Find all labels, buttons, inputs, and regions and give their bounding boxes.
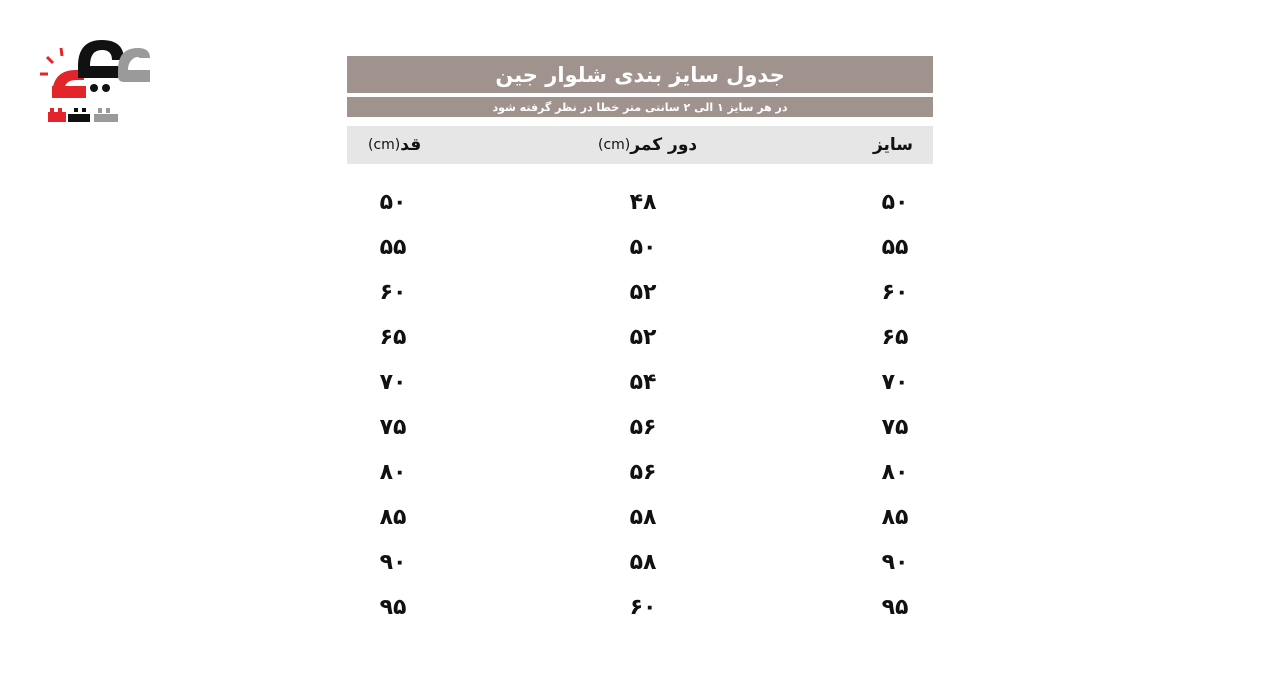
cell-height: ۷۵	[379, 415, 407, 440]
cell-size: ۶۰	[881, 280, 909, 305]
cell-size: ۵۵	[881, 235, 909, 260]
table-row	[347, 450, 933, 495]
cell-height: ۹۵	[379, 595, 407, 620]
cell-size: ۶۵	[881, 325, 909, 350]
header-waist	[598, 126, 697, 164]
cell-size: ۵۰	[881, 190, 909, 215]
cell-height: ۵۵	[379, 235, 407, 260]
cell-size: ۷۵	[881, 415, 909, 440]
cell-size: ۸۵	[881, 505, 909, 530]
cell-size: ۹۰	[881, 550, 909, 575]
header-height	[368, 126, 421, 164]
cell-height: ۵۰	[379, 190, 407, 215]
table-row	[347, 405, 933, 450]
cell-height: ۹۰	[379, 550, 407, 575]
cell-height: ۷۰	[379, 370, 407, 395]
header-size: سایز	[872, 135, 913, 155]
table-header	[347, 126, 933, 164]
cell-waist: ۵۸	[629, 550, 657, 575]
size-chart-note: در هر سایز ۱ الی ۲ سانتی متر خطا در نظر گرفته شود	[347, 97, 933, 117]
table-row	[347, 315, 933, 360]
cell-waist: ۵۲	[629, 280, 657, 305]
cell-waist: ۵۰	[629, 235, 657, 260]
header-height-label: قد	[400, 135, 422, 155]
size-chart	[347, 56, 933, 630]
table-row	[347, 495, 933, 540]
cell-size: ۹۵	[881, 595, 909, 620]
cell-height: ۶۵	[379, 325, 407, 350]
cell-waist: ۴۸	[629, 190, 657, 215]
cell-waist: ۵۶	[629, 460, 657, 485]
header-height-unit: (cm)	[368, 137, 401, 153]
brand-logo	[34, 36, 156, 132]
table-row	[347, 180, 933, 225]
table-row	[347, 585, 933, 630]
cell-waist: ۵۲	[629, 325, 657, 350]
size-chart-title: جدول سایز بندی شلوار جین	[347, 56, 933, 93]
header-waist-label: دور کمر	[630, 135, 698, 155]
cell-height: ۸۰	[379, 460, 407, 485]
table-row	[347, 360, 933, 405]
cell-height: ۸۵	[379, 505, 407, 530]
table-row	[347, 225, 933, 270]
cell-size: ۷۰	[881, 370, 909, 395]
cell-waist: ۵۶	[629, 415, 657, 440]
cell-waist: ۵۸	[629, 505, 657, 530]
cell-height: ۶۰	[379, 280, 407, 305]
header-waist-unit: (cm)	[598, 137, 631, 153]
table-row	[347, 540, 933, 585]
table-body	[347, 180, 933, 630]
brand-logo-icon	[34, 36, 156, 132]
cell-size: ۸۰	[881, 460, 909, 485]
cell-waist: ۶۰	[629, 595, 657, 620]
table-row	[347, 270, 933, 315]
cell-waist: ۵۴	[629, 370, 657, 395]
